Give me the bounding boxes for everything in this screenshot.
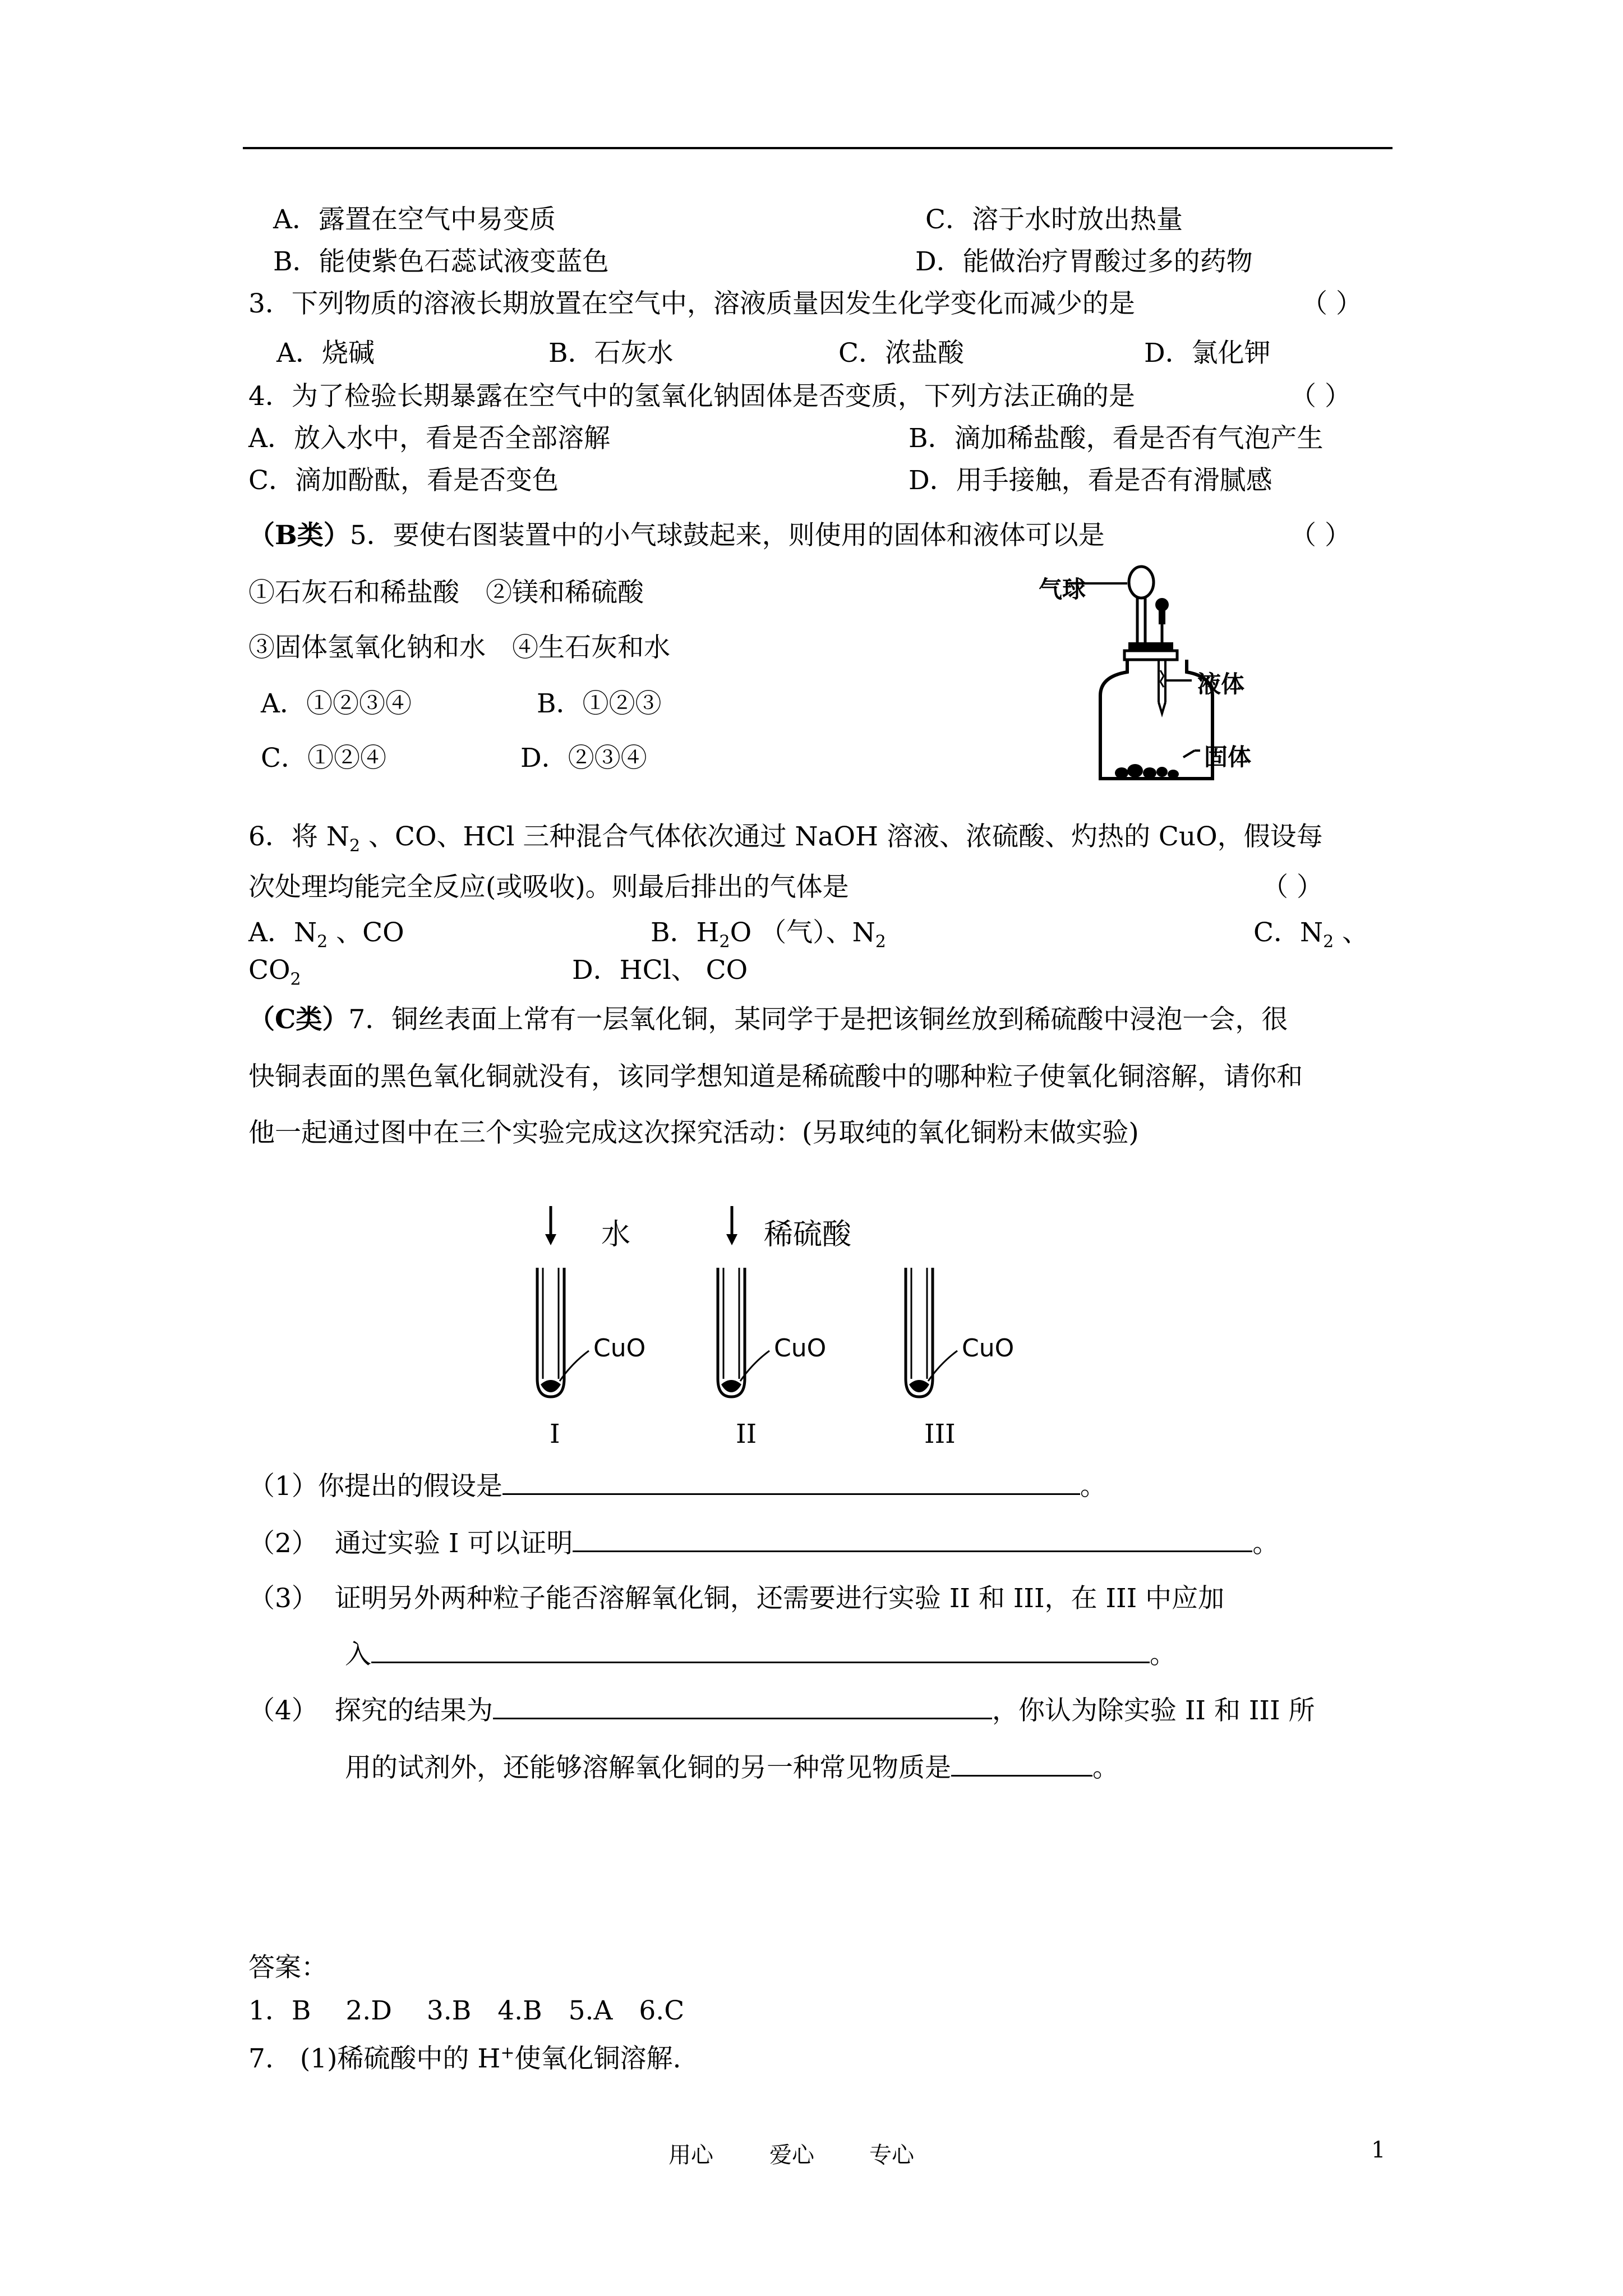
page-number: 1 [1371, 2137, 1386, 2163]
answer-blank-4[interactable] [493, 1693, 992, 1719]
cuo-label-3: CuO [962, 1334, 1015, 1363]
acid-label: 稀硫酸 [764, 1218, 852, 1251]
footer-motto-3: 专心 [869, 2142, 914, 2168]
q7-part-3-line2: 入 。 [345, 1637, 1176, 1672]
q7-part-1: （1）你提出的假设是 。 [248, 1469, 1106, 1503]
q5-choices-line2: ③固体氢氧化钠和水 ④生石灰和水 [248, 632, 670, 663]
answer-blank-5[interactable] [951, 1750, 1092, 1777]
q4-option-c: C．滴加酚酞，看是否变色 [248, 465, 559, 496]
answers-line2: 7. (1)稀硫酸中的 H+使氧化铜溶解. [248, 2043, 681, 2074]
q2-option-b: B．能使紫色石蕊试液变蓝色 [273, 246, 609, 277]
q6-option-b: B．$H_2O$ （气）、$N_2$ [651, 917, 886, 952]
tube-label-1: I [550, 1419, 560, 1450]
test-tube-3 [906, 1268, 957, 1397]
q7-category: （C类） [248, 1004, 349, 1035]
answers-line1: 1．B 2.D 3.B 4.B 5.A 6.C [248, 1995, 685, 2026]
answer-blank-2[interactable] [573, 1526, 1252, 1552]
q5-stem [248, 519, 1105, 553]
q3-option-b: B．石灰水 [548, 338, 674, 369]
answer-blank-1[interactable] [502, 1469, 1080, 1495]
q4-stem: 4．为了检验长期暴露在空气中的氢氧化钠固体是否变质，下列方法正确的是 [248, 381, 1135, 412]
answer-blank-3[interactable] [371, 1637, 1150, 1663]
tube-label-2: II [736, 1419, 757, 1450]
q3-stem: 3．下列物质的溶液长期放置在空气中，溶液质量因发生化学变化而减少的是 [248, 288, 1135, 319]
water-label: 水 [601, 1218, 631, 1251]
q5-category: （B类） [248, 520, 350, 551]
liquid-label: 液体 [1197, 670, 1245, 698]
cuo-label-2: CuO [774, 1334, 827, 1363]
q4-option-d: D．用手接触，看是否有滑腻感 [909, 465, 1272, 496]
footer-motto-1: 用心 [668, 2142, 713, 2168]
q6-option-a: A．$N_2$ 、CO [248, 917, 404, 952]
q2-option-c: C．溶于水时放出热量 [925, 204, 1183, 235]
q5-option-d: D．②③④ [520, 743, 647, 774]
q3-option-a: A．烧碱 [276, 338, 375, 369]
q4-option-a: A．放入水中，看是否全部溶解 [248, 423, 610, 454]
footer-motto-2: 爱心 [769, 2142, 814, 2168]
q7-part-4: （4） 探究的结果为 ，你认为除实验 II 和 III 所 [248, 1693, 1315, 1728]
q5-option-c: C．①②④ [261, 743, 386, 774]
q3-option-d: D．氯化钾 [1144, 338, 1271, 369]
q7-stem-line2: 快铜表面的黑色氧化铜就没有，该同学想知道是稀硫酸中的哪种粒子使氧化铜溶解，请你和 [248, 1061, 1303, 1092]
q6-option-c: C．$N_2$ 、 [1253, 917, 1369, 952]
bottle [1100, 660, 1212, 779]
q5-answer-paren: （ ） [1290, 520, 1351, 551]
header-rule [243, 147, 1393, 149]
q3-answer-paren: （ ） [1301, 288, 1362, 319]
q5-option-b: B．①②③ [537, 688, 662, 719]
q6-answer-paren: （ ） [1262, 872, 1323, 903]
answers-title: 答案： [248, 1952, 328, 1983]
tube-label-3: III [924, 1419, 956, 1450]
q4-option-b: B．滴加稀盐酸，看是否有气泡产生 [909, 423, 1324, 454]
q3-option-c: C．浓盐酸 [838, 338, 964, 369]
q7-part-2: （2） 通过实验 I 可以证明 。 [248, 1526, 1279, 1561]
q7-part-3: （3） 证明另外两种粒子能否溶解氧化铜，还需要进行实验 II 和 III，在 III 中应加 [248, 1583, 1225, 1614]
q7-stem-line1: （C类）7．铜丝表面上常有一层氧化铜，某同学于是把该铜丝放到稀硫酸中浸泡一会，很 [248, 1004, 1288, 1035]
balloon-shape [1129, 567, 1154, 598]
q6-stem-line2: 次处理均能完全反应(或吸收)。则最后排出的气体是 [248, 872, 849, 903]
balloon-label: 气球 [1039, 576, 1086, 603]
q6-option-c-continued: $CO_2$ [248, 955, 301, 990]
q7-stem-line3: 他一起通过图中在三个实验完成这次探究活动：(另取纯的氧化铜粉末做实验) [248, 1117, 1139, 1148]
q6-option-d: D．HCl、 CO [572, 955, 748, 986]
q4-answer-paren: （ ） [1290, 381, 1351, 412]
q5-option-a: A．①②③④ [261, 688, 412, 719]
q5-choices-line1: ①石灰石和稀盐酸 ②镁和稀硫酸 [248, 577, 644, 608]
q2-option-a: A．露置在空气中易变质 [273, 204, 556, 235]
test-tube-1 [537, 1268, 589, 1397]
q2-option-d: D．能做治疗胃酸过多的药物 [915, 246, 1253, 277]
q6-stem: 6．将 $N_2$ 、CO、HCl 三种混合气体依次通过 NaOH 溶液、浓硫酸、灼热的 CuO，假设每 [248, 821, 1323, 856]
dropper-bulb [1155, 598, 1169, 611]
q7-part-4-line2: 用的试剂外，还能够溶解氧化铜的另一种常见物质是 。 [345, 1750, 1119, 1785]
cuo-label-1: CuO [593, 1334, 646, 1363]
q5-stem-text: 5．要使右图装置中的小气球鼓起来，则使用的固体和液体可以是 [349, 520, 1105, 551]
solid-label: 固体 [1204, 743, 1252, 771]
test-tube-2 [718, 1268, 769, 1397]
